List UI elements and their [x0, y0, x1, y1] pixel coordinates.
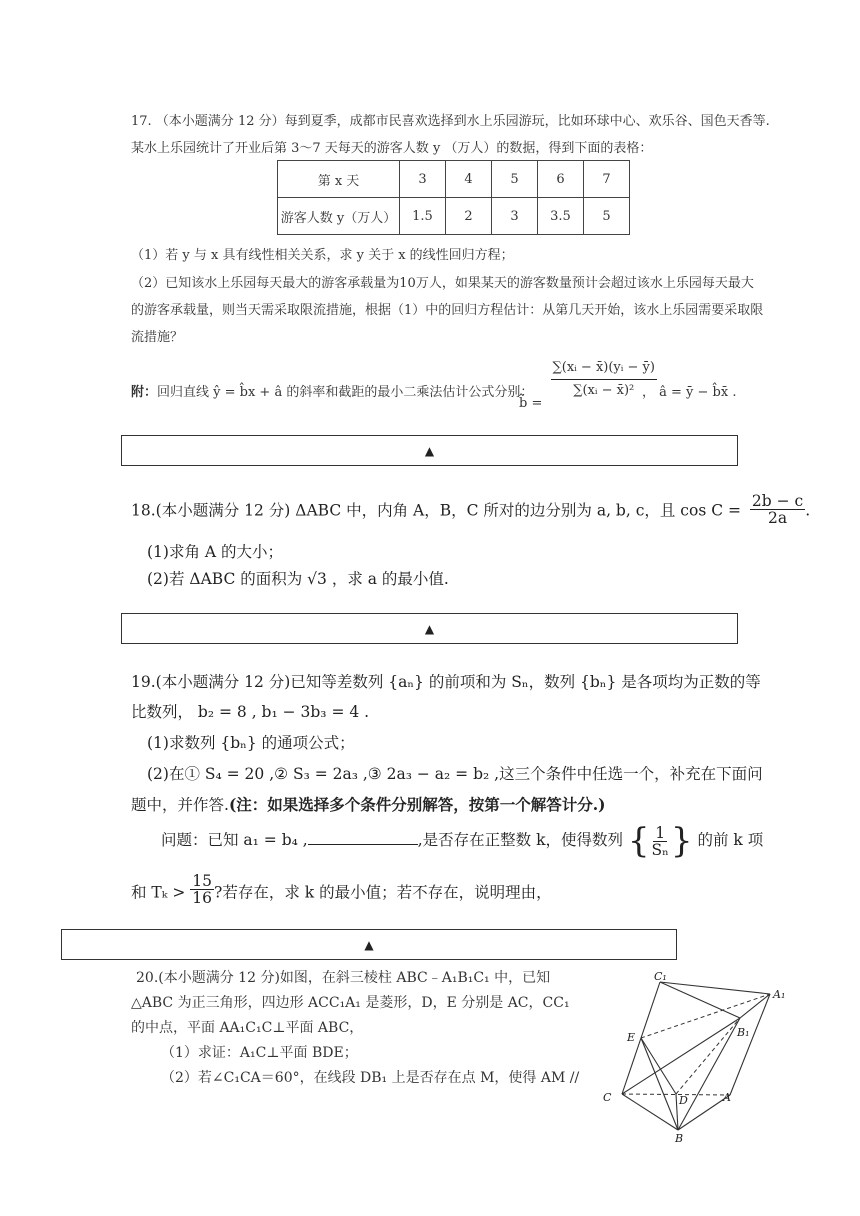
edge-c1-b1	[660, 982, 740, 1018]
q17-part2c: 流措施？	[131, 330, 184, 345]
q19-part2b-plain: 题中，并作答.	[131, 796, 229, 814]
formula-b-left: b̂ =	[519, 396, 543, 411]
q19-last-suffix: ?若存在，求 k 的最小值；若不存在，说明理由，	[214, 883, 552, 902]
q19-last	[131, 872, 552, 910]
table-cell: 3	[492, 198, 538, 235]
q19-problem	[161, 821, 763, 861]
q19-last-fraction	[190, 873, 214, 906]
q17-line2: 某水上乐园统计了开业后第 3～7 天每天的游客人数 y （万人）的数据，得到下面的表格：	[131, 141, 653, 156]
answer-box-q18[interactable]	[121, 613, 738, 644]
q19-seq-fraction	[650, 825, 671, 858]
label-c: C	[603, 1091, 612, 1104]
q17-part2b: 的游客承载量，则当天需采取限流措施，根据（1）中的回归方程估计：从第几天开始，该水上乐园需要采取限	[131, 303, 764, 318]
table-cell: 6	[538, 161, 584, 198]
table-cell: 5	[492, 161, 538, 198]
q19-last-num: 15	[192, 872, 213, 890]
q20-line2: △ABC 为正三角形，四边形 ACC₁A₁ 是菱形，D，E 分别是 AC，CC₁	[131, 995, 570, 1011]
q19-line2: 比数列， b₂ = 8 , b₁ − 3b₃ = 4 .	[131, 703, 370, 721]
q18-line1-suffix: .	[805, 501, 811, 520]
dashed-e-a1	[641, 994, 770, 1038]
right-brace-icon: }	[670, 821, 693, 861]
q20-line1: 20.(本小题满分 12 分)如图，在斜三棱柱 ABC﹣A₁B₁C₁ 中，已知	[136, 970, 551, 986]
q18-fraction	[750, 493, 805, 526]
label-b1: B₁	[737, 1026, 750, 1039]
triangle-icon: ▲	[364, 937, 374, 952]
q18-line1-prefix: 18.(本小题满分 12 分) ΔABC 中，内角 A，B，C 所对的边分别为 a, b, c，且 cos C =	[131, 501, 741, 520]
q19-seq-den: Sₙ	[651, 840, 669, 859]
edge-e-d	[641, 1038, 676, 1094]
q18-frac-den: 2a	[768, 509, 788, 527]
appendix-label: 附：	[131, 385, 158, 400]
q19-part2b	[131, 793, 606, 815]
label-b: B	[675, 1132, 684, 1145]
q17-line1: 17. （本小题满分 12 分）每到夏季，成都市民喜欢选择到水上乐园游玩，比如环球中心、欢乐谷、国色天香等.	[131, 114, 770, 129]
left-brace-icon: {	[627, 821, 650, 861]
q19-problem-suffix: 的前 k 项	[692, 831, 764, 849]
edge-b1-b	[678, 1018, 740, 1130]
table-cell: 2	[446, 198, 492, 235]
answer-box-q17[interactable]	[121, 435, 738, 466]
appendix-text: 回归直线 ŷ = b̂x + â 的斜率和截距的最小二乘法估计公式分别：	[157, 385, 534, 400]
edge-c-b1	[622, 1018, 740, 1094]
label-a: A	[723, 1091, 731, 1104]
q19-part1: (1)求数列 {bₙ} 的通项公式；	[147, 734, 355, 752]
dashed-d-b1	[676, 1018, 740, 1094]
q17-part1: （1）若 y 与 x 具有线性相关关系，求 y 关于 x 的线性回归方程；	[131, 248, 514, 263]
table-cell: 1.5	[400, 198, 446, 235]
edge-c-b	[622, 1094, 678, 1130]
q17-appendix	[131, 381, 533, 400]
formula-b-numerator: ∑(xᵢ − x̄)(yᵢ − ȳ)	[551, 357, 657, 380]
label-e: E	[627, 1031, 636, 1044]
edge-e-b	[641, 1038, 678, 1130]
table-cell: 3.5	[538, 198, 584, 235]
triangle-icon: ▲	[424, 443, 435, 458]
table-row	[278, 198, 630, 235]
table-cell: 4	[446, 161, 492, 198]
q17-formula-b	[519, 357, 657, 411]
q20-part1: （1）求证：A₁C⊥平面 BDE；	[161, 1045, 358, 1061]
table-header-visitors: 游客人数 y（万人）	[278, 198, 400, 235]
table-cell: 7	[584, 161, 630, 198]
q18-part2: (2)若 ΔABC 的面积为 √3 ，求 a 的最小值.	[147, 570, 449, 588]
q19-last-prefix: 和 Tₖ >	[131, 883, 186, 902]
q17-part2a: （2）已知该水上乐园每天最大的游客承载量为10万人，如果某天的游客数量预计会超过该水上乐园每天最大	[131, 276, 754, 291]
q20-line3: 的中点，平面 AA₁C₁C⊥平面 ABC，	[131, 1020, 364, 1036]
label-d: D	[679, 1094, 688, 1107]
formula-b-fraction	[551, 357, 657, 402]
fill-in-blank[interactable]	[308, 830, 418, 845]
q18-frac-num: 2b − c	[751, 492, 804, 510]
q17-formula-a: ， â = ȳ − b̂x̄ .	[642, 385, 737, 400]
table-cell: 3	[400, 161, 446, 198]
q19-line1: 19.(本小题满分 12 分)已知等差数列 {aₙ} 的前项和为 Sₙ，数列 {bₙ} 是各项均为正数的等	[131, 673, 761, 691]
visitor-table	[277, 160, 630, 235]
q18-line1	[131, 492, 811, 528]
q19-problem-mid: ,是否存在正整数 k，使得数列	[417, 831, 623, 849]
q18-part1: (1)求角 A 的大小；	[147, 543, 284, 561]
table-cell: 5	[584, 198, 630, 235]
edge-a1-a	[730, 994, 770, 1095]
formula-b-denominator: ∑(xᵢ − x̄)²	[573, 383, 635, 398]
label-c1: C₁	[654, 970, 667, 983]
q20-part2: （2）若∠C₁CA＝60°，在线段 DB₁ 上是否存在点 M，使得 AM //	[161, 1070, 580, 1086]
triangle-icon: ▲	[424, 621, 435, 636]
prism-figure	[600, 970, 800, 1150]
edge-c1-a1	[660, 982, 770, 994]
answer-box-q19[interactable]	[61, 929, 677, 960]
q19-part2a: (2)在① S₄ = 20 ,② S₃ = 2a₃ ,③ 2a₃ − a₂ = b₂ ,这三个条件中任选一个，补充在下面问	[147, 765, 763, 783]
q19-seq-num: 1	[655, 823, 666, 842]
q19-problem-prefix: 问题：已知 a₁ = b₄ ,	[161, 831, 308, 849]
table-header-day: 第 x 天	[278, 161, 400, 198]
table-row	[278, 161, 630, 198]
q19-last-den: 16	[192, 889, 213, 907]
q19-part2b-note: (注：如果选择多个条件分别解答，按第一个解答计分.)	[228, 795, 606, 814]
label-a1: A₁	[773, 988, 786, 1001]
